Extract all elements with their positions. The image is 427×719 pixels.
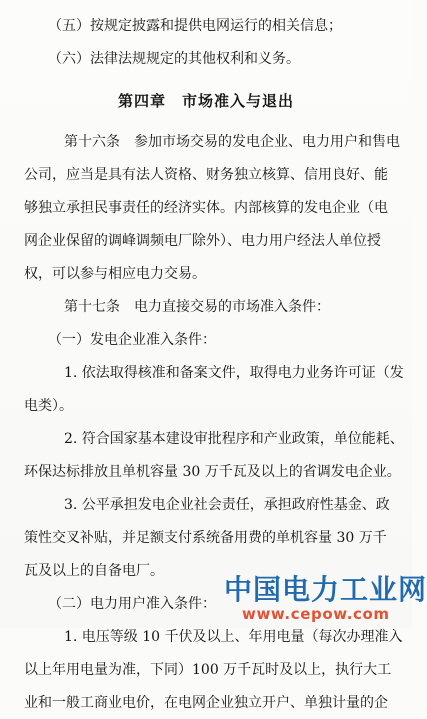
text-line-11: 电类）。 <box>24 398 73 414</box>
text-line-20: 业和一般工商业电价，在电网企业独立开户、单独计量的企 <box>24 695 388 711</box>
text-line-18: 1. 电压等级 10 千伏及以上、年用电量（每次办理准入 <box>64 629 403 645</box>
text-line-5: 够独立承担民事责任的经济实体。内部核算的发电企业（电 <box>24 200 388 216</box>
text-line-12: 2. 符合国家基本建设审批程序和产业政策，单位能耗、 <box>64 431 404 447</box>
text-line-3: 第十六条 参加市场交易的发电企业、电力用户和售电 <box>64 134 400 150</box>
text-line-7: 权，可以参与相应电力交易。 <box>24 266 206 282</box>
text-line-6: 网企业保留的调峰调频电厂除外）、电力用户经法人单位授 <box>24 233 381 249</box>
watermark-url: www.cepow.com <box>242 605 390 623</box>
text-line-14: 3. 公平承担发电企业社会责任，承担政府性基金、政 <box>64 497 390 513</box>
text-line-15: 策性交叉补贴，并足额支付系统备用费的单机容量 30 万千 <box>24 530 387 546</box>
text-line-17: （二）电力用户准入条件： <box>48 596 216 612</box>
text-line-2: （六）法律法规规定的其他权利和义务。 <box>48 51 300 67</box>
chapter-heading: 第四章 市场准入与退出 <box>117 92 294 110</box>
text-line-1: （五）按规定披露和提供电网运行的相关信息； <box>48 18 342 34</box>
text-line-16: 瓦及以上的自备电厂。 <box>24 563 164 579</box>
watermark-title: 中国电力工业网 <box>224 573 427 606</box>
text-line-4: 公司，应当是具有法人资格、财务独立核算、信用良好、能 <box>24 167 388 183</box>
text-line-10: 1. 依法取得核准和备案文件，取得电力业务许可证（发 <box>64 365 404 381</box>
text-line-19: 以上年用电量为准，下同）100 万千瓦时及以上，执行大工 <box>24 662 392 678</box>
text-line-8: 第十七条 电力直接交易的市场准入条件： <box>64 299 330 315</box>
text-line-9: （一）发电企业准入条件： <box>48 332 216 348</box>
text-line-13: 环保达标排放且单机容量 30 万千瓦及以上的省调发电企业。 <box>24 464 401 480</box>
